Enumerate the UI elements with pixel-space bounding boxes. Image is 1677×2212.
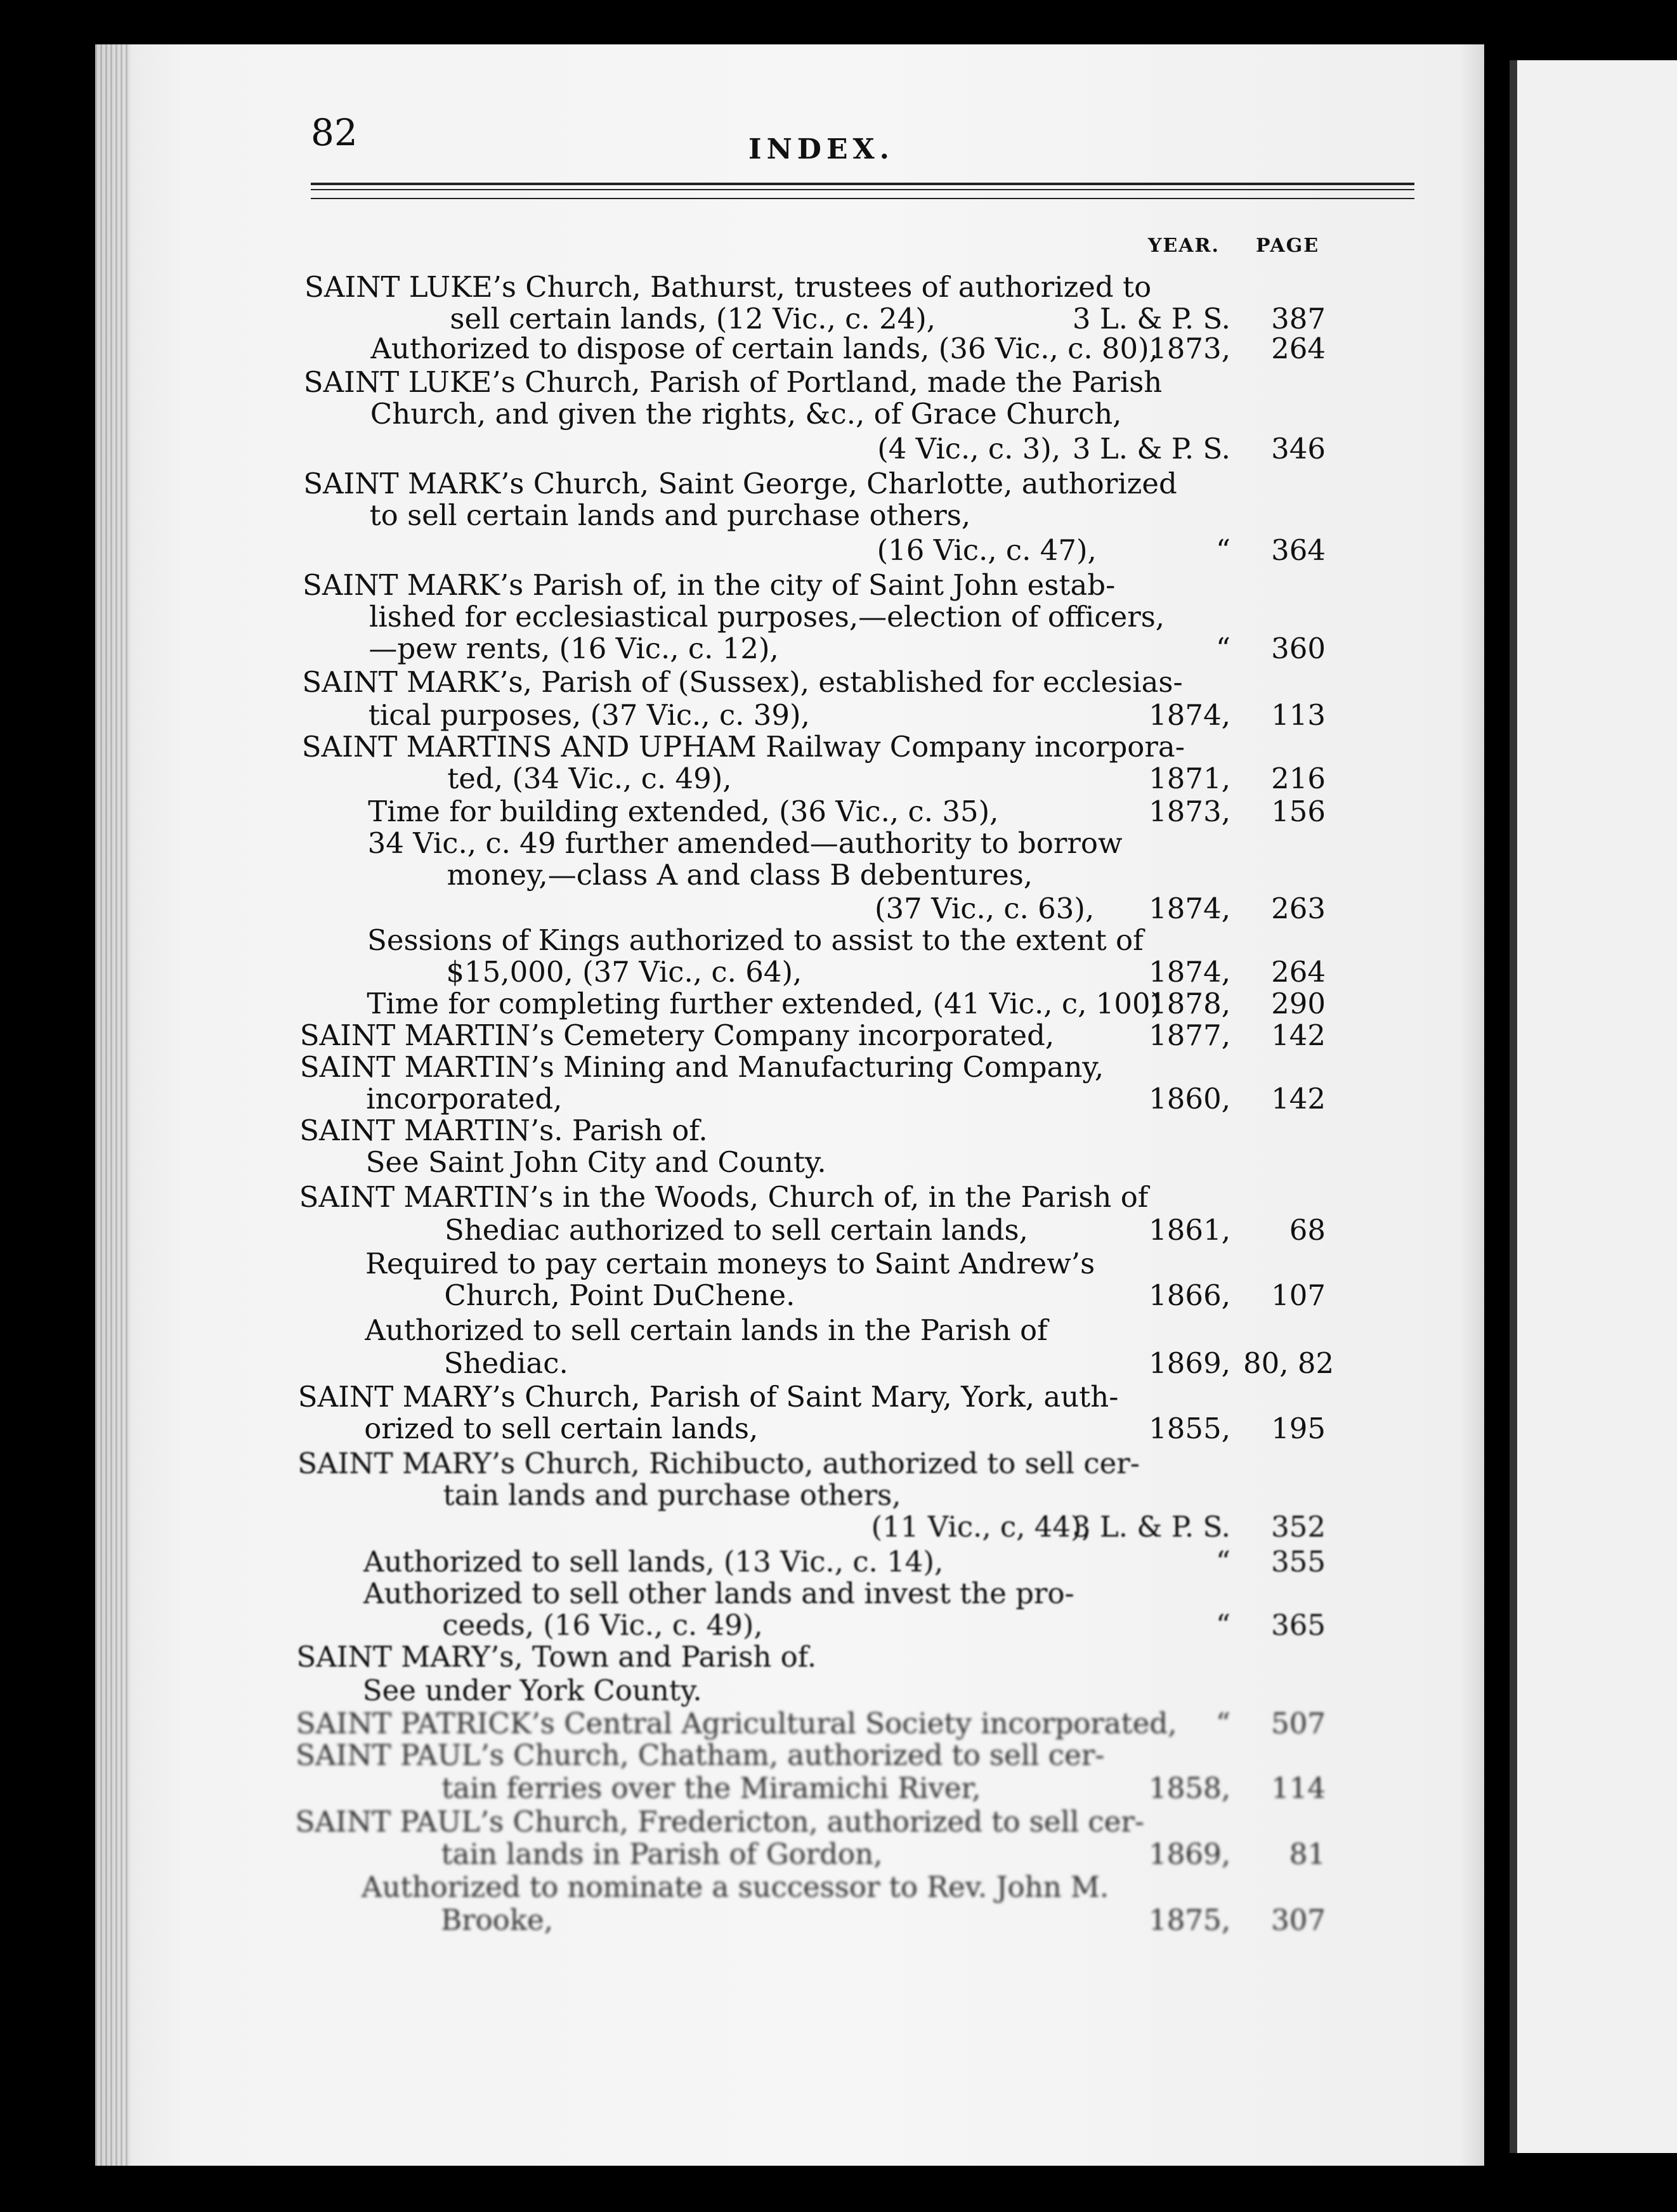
index-entry-year: 1875, bbox=[1149, 1903, 1230, 1937]
index-entry-year: 1860, bbox=[1149, 1082, 1230, 1116]
page-number: 82 bbox=[311, 111, 358, 154]
index-entry-page: 307 bbox=[1271, 1903, 1326, 1937]
index-entry-text: SAINT MARTINS AND UPHAM Railway Company incorpora- bbox=[301, 730, 1185, 764]
index-entry-text: Church, and given the rights, &c., of Grace Church, bbox=[370, 397, 1122, 431]
index-line bbox=[95, 698, 1484, 733]
index-entry-text: Sessions of Kings authorized to assist to the extent of bbox=[367, 923, 1144, 957]
index-entry-page: 195 bbox=[1271, 1412, 1326, 1445]
page-header: INDEX. bbox=[748, 133, 894, 166]
index-entry-year: “ bbox=[1215, 1545, 1230, 1578]
index-line bbox=[95, 1903, 1484, 1938]
index-line bbox=[95, 1113, 1484, 1148]
index-entry-page: 352 bbox=[1271, 1510, 1326, 1544]
index-entry-year: 1873, bbox=[1149, 332, 1230, 365]
index-entry-text: SAINT PAUL’s Church, Fredericton, authorized to sell cer- bbox=[295, 1805, 1145, 1838]
index-entry-text: 34 Vic., c. 49 further amended—authority to borrow bbox=[367, 826, 1123, 860]
index-line bbox=[95, 761, 1484, 797]
index-line bbox=[95, 923, 1484, 958]
index-line bbox=[95, 1544, 1484, 1580]
index-entry-year: 1869, bbox=[1149, 1837, 1230, 1871]
index-entry-text: See under York County. bbox=[362, 1674, 702, 1707]
index-entry-year: 1855, bbox=[1149, 1412, 1230, 1445]
index-entry-year: 1866, bbox=[1149, 1278, 1230, 1312]
index-entry-text: SAINT LUKE’s Church, Parish of Portland, made the Parish bbox=[303, 365, 1163, 399]
page-column-header: PAGE bbox=[1256, 235, 1320, 257]
index-entry-year: 1874, bbox=[1149, 892, 1230, 925]
index-entry-text: to sell certain lands and purchase others, bbox=[369, 498, 971, 532]
index-line bbox=[95, 1870, 1484, 1905]
index-entry-text: Authorized to nominate a successor to Rev. John M. bbox=[362, 1870, 1109, 1904]
index-entry-text: ceeds, (16 Vic., c. 49), bbox=[442, 1608, 763, 1642]
index-entry-text: Time for completing further extended, (41 Vic., c, 100) bbox=[367, 987, 1162, 1020]
index-entry-year: 1874, bbox=[1149, 698, 1230, 732]
index-entry-page: 142 bbox=[1271, 1082, 1326, 1116]
index-entry-text: (4 Vic., c. 3), bbox=[877, 432, 1061, 465]
index-line bbox=[95, 1180, 1484, 1215]
index-line bbox=[95, 1145, 1484, 1180]
index-line bbox=[95, 1576, 1484, 1611]
index-line bbox=[95, 794, 1484, 829]
index-line bbox=[95, 665, 1484, 700]
index-entry-text: lished for ecclesiastical purposes,—election of officers, bbox=[369, 600, 1165, 634]
index-entry-text: (37 Vic., c. 63), bbox=[875, 892, 1095, 925]
index-line bbox=[95, 986, 1484, 1022]
index-line bbox=[95, 729, 1484, 765]
index-entry-text: $15,000, (37 Vic., c. 64), bbox=[446, 955, 802, 989]
index-entry-text: Required to pay certain moneys to Saint Andrew’s bbox=[365, 1247, 1095, 1280]
index-entry-page: 365 bbox=[1271, 1608, 1326, 1642]
index-entry-text: SAINT MARTIN’s in the Woods, Church of, in the Parish of bbox=[299, 1180, 1149, 1214]
index-line bbox=[95, 1081, 1484, 1117]
index-entry-page: 113 bbox=[1271, 698, 1326, 732]
index-entry-text: —pew rents, (16 Vic., c. 12), bbox=[369, 632, 779, 665]
index-entry-text: tain lands and purchase others, bbox=[443, 1478, 901, 1512]
index-entry-text: money,—class A and class B debentures, bbox=[447, 858, 1033, 892]
header-rule-thick bbox=[311, 183, 1414, 185]
index-entry-text: Time for building extended, (36 Vic., c. 35), bbox=[368, 795, 999, 828]
index-entry-text: (16 Vic., c. 47), bbox=[877, 533, 1097, 567]
index-entry-text: ted, (34 Vic., c. 49), bbox=[447, 762, 732, 795]
index-entry-text: Authorized to sell certain lands in the Parish of bbox=[365, 1313, 1048, 1347]
index-line bbox=[95, 631, 1484, 667]
index-entry-text: (11 Vic., c, 44), bbox=[871, 1510, 1091, 1544]
index-entry-text: SAINT PAUL’s Church, Chatham, authorized to sell cer- bbox=[296, 1738, 1105, 1772]
index-entry-year: “ bbox=[1215, 1608, 1230, 1642]
index-line bbox=[95, 1346, 1484, 1381]
index-line bbox=[95, 1771, 1484, 1806]
index-line bbox=[95, 857, 1484, 893]
book-page bbox=[95, 44, 1484, 2166]
index-line bbox=[95, 1804, 1484, 1840]
index-entry-text: orized to sell certain lands, bbox=[364, 1412, 759, 1445]
index-line bbox=[95, 1278, 1484, 1313]
index-entry-text: SAINT MARY’s, Town and Parish of. bbox=[296, 1640, 817, 1674]
index-line bbox=[95, 954, 1484, 990]
index-entry-year: 1871, bbox=[1149, 762, 1230, 795]
index-line bbox=[95, 1639, 1484, 1675]
index-line bbox=[95, 599, 1484, 635]
index-entry-text: tical purposes, (37 Vic., c. 39), bbox=[368, 698, 810, 732]
index-entry-text: SAINT MARY’s Church, Parish of Saint Mary, York, auth- bbox=[297, 1380, 1119, 1414]
index-line bbox=[95, 891, 1484, 927]
index-entry-year: “ bbox=[1215, 533, 1230, 567]
index-entry-text: Brooke, bbox=[441, 1903, 553, 1937]
index-entry-year: 1873, bbox=[1149, 795, 1230, 828]
index-line bbox=[95, 1313, 1484, 1348]
index-entry-page: 290 bbox=[1271, 987, 1326, 1020]
index-entry-year: 1858, bbox=[1149, 1771, 1230, 1805]
index-entry-page: 360 bbox=[1271, 632, 1326, 665]
index-entry-text: SAINT MARK’s Church, Saint George, Charlotte, authorized bbox=[303, 467, 1177, 500]
index-entry-page: 68 bbox=[1289, 1213, 1326, 1247]
index-entry-text: Authorized to dispose of certain lands, (36 Vic., c. 80), bbox=[370, 332, 1159, 365]
index-entry-year: 3 L. & P. S. bbox=[1072, 1510, 1230, 1544]
index-line bbox=[95, 1509, 1484, 1545]
facing-page-edge bbox=[1510, 60, 1677, 2153]
spine-shadow bbox=[1510, 60, 1517, 2153]
index-line bbox=[95, 1213, 1484, 1248]
index-entry-text: Authorized to sell lands, (13 Vic., c. 14), bbox=[363, 1545, 944, 1578]
index-entry-text: SAINT MARK’s Parish of, in the city of Saint John estab- bbox=[303, 568, 1116, 602]
index-entry-text: SAINT MARTIN’s Mining and Manufacturing Company, bbox=[299, 1050, 1104, 1084]
index-entry-text: Church, Point DuChene. bbox=[444, 1278, 795, 1312]
index-line bbox=[95, 1738, 1484, 1773]
index-entry-text: SAINT MARTIN’s Cemetery Company incorporated, bbox=[299, 1018, 1055, 1052]
index-line bbox=[95, 1018, 1484, 1053]
index-entry-text: Shediac authorized to sell certain lands, bbox=[445, 1213, 1028, 1247]
index-line bbox=[95, 1050, 1484, 1085]
index-entry-page: 264 bbox=[1271, 955, 1326, 989]
index-entry-year: 1861, bbox=[1149, 1213, 1230, 1247]
index-entry-text: tain ferries over the Miramichi River, bbox=[441, 1771, 981, 1805]
index-entry-year: 3 L. & P. S. bbox=[1072, 302, 1230, 335]
index-line bbox=[95, 826, 1484, 861]
index-entry-page: 156 bbox=[1271, 795, 1326, 828]
index-entry-page: 216 bbox=[1271, 762, 1326, 795]
index-entry-year: 1877, bbox=[1149, 1018, 1230, 1052]
index-entry-page: 81 bbox=[1289, 1837, 1326, 1871]
index-entry-text: sell certain lands, (12 Vic., c. 24), bbox=[450, 302, 936, 335]
index-line bbox=[95, 396, 1484, 432]
index-entry-text: SAINT MARTIN’s. Parish of. bbox=[299, 1114, 708, 1147]
index-line bbox=[95, 1673, 1484, 1708]
index-line bbox=[95, 1411, 1484, 1447]
index-line bbox=[95, 498, 1484, 533]
index-entry-text: SAINT PATRICK’s Central Agricultural Society incorporated, bbox=[296, 1707, 1177, 1740]
index-line bbox=[95, 1608, 1484, 1643]
index-entry-text: See Saint John City and County. bbox=[365, 1145, 826, 1179]
index-entry-page: 142 bbox=[1271, 1018, 1326, 1052]
index-entry-text: Authorized to sell other lands and invest the pro- bbox=[363, 1577, 1074, 1610]
index-line bbox=[95, 466, 1484, 502]
index-entry-page: 107 bbox=[1271, 1278, 1326, 1312]
index-line bbox=[95, 1837, 1484, 1872]
index-entry-page: 264 bbox=[1271, 332, 1326, 365]
index-entry-text: incorporated, bbox=[366, 1082, 563, 1116]
header-rule-thin bbox=[311, 189, 1414, 190]
index-line bbox=[95, 1379, 1484, 1415]
index-entry-text: SAINT LUKE’s Church, Bathurst, trustees of authorized to bbox=[304, 270, 1152, 304]
index-entry-page: 387 bbox=[1271, 302, 1326, 335]
index-entry-page: 507 bbox=[1271, 1707, 1326, 1740]
index-line bbox=[95, 431, 1484, 467]
index-line bbox=[95, 270, 1484, 305]
index-entry-page: 346 bbox=[1271, 432, 1326, 465]
index-line bbox=[95, 533, 1484, 568]
index-line bbox=[95, 568, 1484, 603]
header-rule-thin-2 bbox=[311, 198, 1414, 199]
index-entry-year: “ bbox=[1215, 632, 1230, 665]
index-entry-page: 263 bbox=[1271, 892, 1326, 925]
index-entry-text: tain lands in Parish of Gordon, bbox=[441, 1837, 883, 1871]
index-line bbox=[95, 331, 1484, 367]
index-entry-text: Shediac. bbox=[443, 1346, 568, 1380]
index-entry-year: 1878, bbox=[1149, 987, 1230, 1020]
index-entry-text: SAINT MARK’s, Parish of (Sussex), established for ecclesias- bbox=[302, 665, 1183, 699]
index-entry-page: 355 bbox=[1271, 1545, 1326, 1578]
index-line bbox=[95, 365, 1484, 400]
index-entry-year: 3 L. & P. S. bbox=[1072, 432, 1230, 465]
index-entry-page: 364 bbox=[1271, 533, 1326, 567]
index-entry-year: 1869, bbox=[1149, 1346, 1230, 1380]
index-entry-page: 114 bbox=[1271, 1771, 1326, 1805]
index-line bbox=[95, 1246, 1484, 1282]
index-entry-year: 1874, bbox=[1149, 955, 1230, 989]
index-line bbox=[95, 1706, 1484, 1741]
year-column-header: YEAR. bbox=[1148, 235, 1220, 257]
index-entry-text: SAINT MARY’s Church, Richibucto, authorized to sell cer- bbox=[297, 1447, 1140, 1480]
index-line bbox=[95, 1446, 1484, 1481]
index-entry-page: 80, 82 bbox=[1243, 1346, 1334, 1380]
index-line bbox=[95, 1478, 1484, 1513]
index-entry-year: “ bbox=[1215, 1707, 1230, 1740]
